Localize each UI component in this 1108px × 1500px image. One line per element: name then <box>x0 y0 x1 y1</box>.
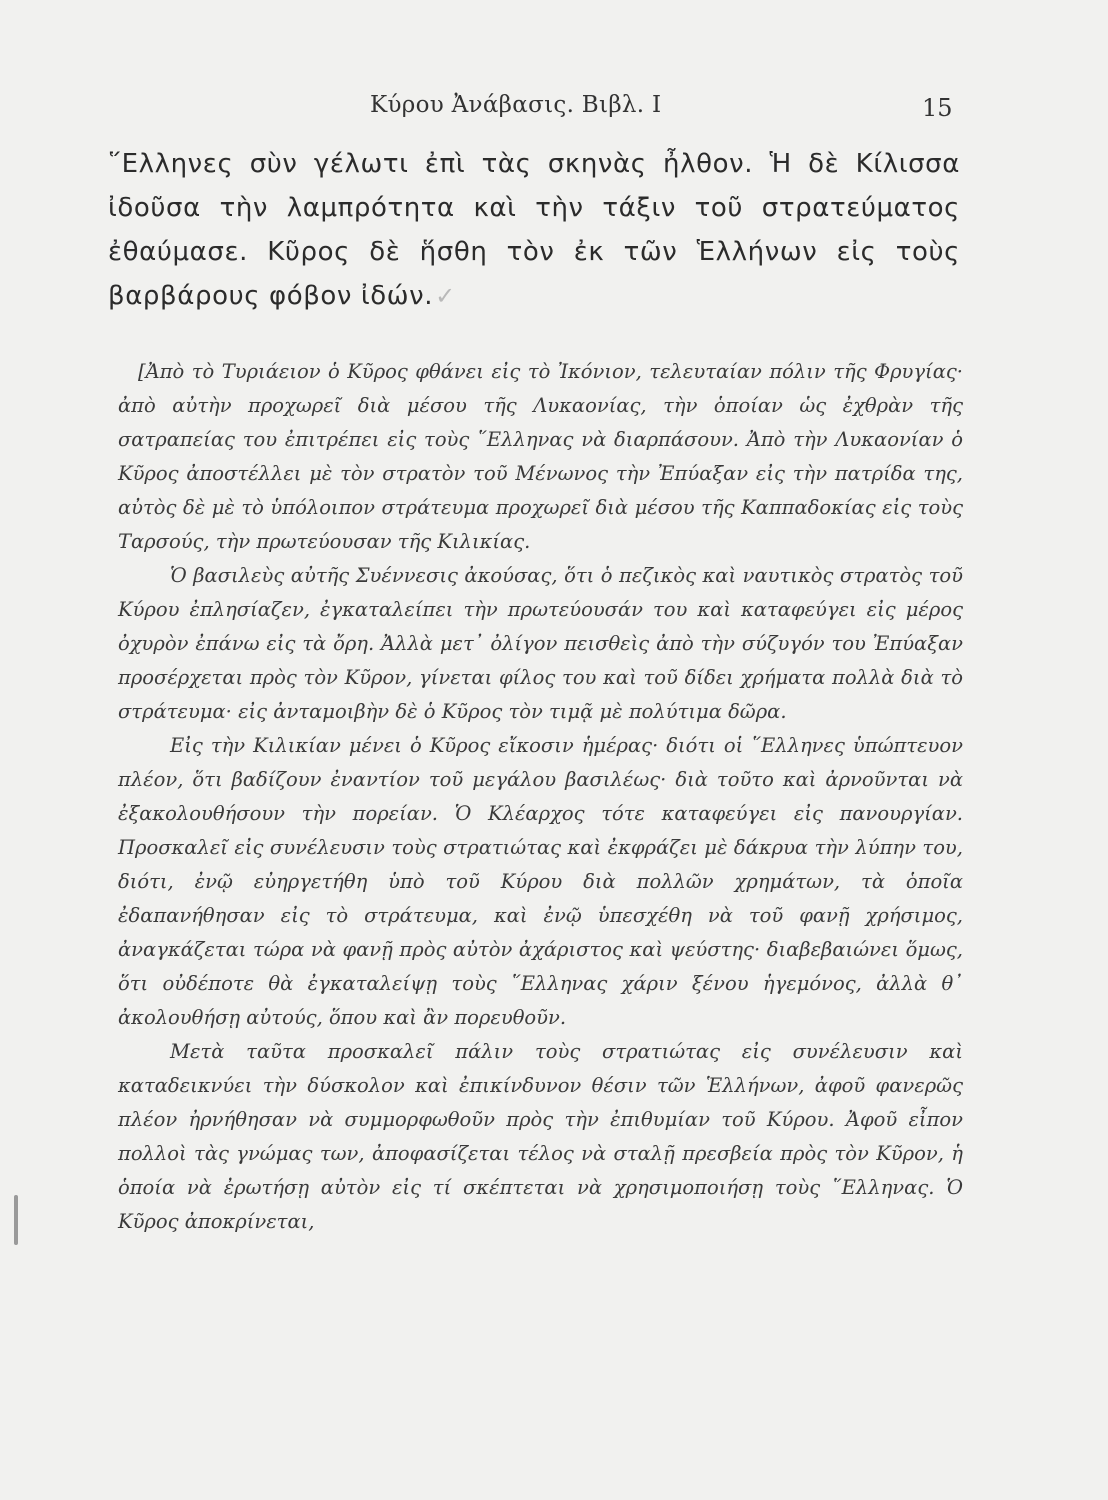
summary-section <box>118 355 963 1239</box>
check-mark-icon: ✓ <box>435 282 456 310</box>
running-title: Κύρου Ἀνάβασις. Βιβλ. Ι <box>370 92 662 118</box>
summary-paragraph-2: Ὁ βασιλεὺς αὐτῆς Συέννεσις ἀκούσας, ὅτι ὁ πεζικὸς καὶ ναυτικὸς στρατὸς τοῦ Κύρου ἐπλησίαζεν, ἐγκαταλείπει τὴν πρωτεύουσάν του καὶ καταφεύγει εἰς μέρος ὀχυρὸν ἐπάνω εἰς τὰ ὄρη. Ἀλλὰ μετ᾽ ὀλίγον πεισθεὶς ἀπὸ τὴν σύζυγόν του Ἐπύαξαν προσέρχεται πρὸς τὸν Κῦρον, γίνεται φίλος του καὶ τοῦ δίδει χρήματα πολλὰ διὰ τὸ στράτευμα· εἰς ἀνταμοιβὴν δὲ ὁ Κῦρος τὸν τιμᾷ μὲ πολύτιμα δῶρα. <box>118 564 963 723</box>
margin-mark <box>14 1195 18 1245</box>
main-paragraph-text: ῞Ελληνες σὺν γέλωτι ἐπὶ τὰς σκηνὰς ἦλθον. Ἡ δὲ Κίλισσα ἰδοῦσα τὴν λαμπρότητα καὶ τὴν τάξιν τοῦ στρατεύματος ἐθαύμασε. Κῦρος δὲ ἥσθη τὸν ἐκ τῶν Ἑλλήνων εἰς τοὺς βαρβάρους φόβον ἰδών. <box>108 149 960 311</box>
main-paragraph <box>108 142 960 318</box>
summary-paragraph-1: [Ἀπὸ τὸ Τυριάειον ὁ Κῦρος φθάνει εἰς τὸ Ἰκόνιον, τελευταίαν πόλιν τῆς Φρυγίας· ἀπὸ αὐτὴν προχωρεῖ διὰ μέσου τῆς Λυκαονίας, τὴν ὁποίαν ὡς ἐχθρὰν τῆς σατραπείας του ἐπιτρέπει εἰς τοὺς ῞Ελληνας νὰ διαρπάσουν. Ἀπὸ τὴν Λυκαονίαν ὁ Κῦρος ἀποστέλλει μὲ τὸν στρατὸν τοῦ Μένωνος τὴν Ἐπύαξαν εἰς τὴν πατρίδα της, αὐτὸς δὲ μὲ τὸ ὑπόλοιπον στράτευμα προχωρεῖ διὰ μέσου τῆς Καππαδοκίας εἰς τοὺς Ταρσούς, τὴν πρωτεύουσαν τῆς Κιλικίας. <box>118 360 963 553</box>
summary-paragraph-4: Μετὰ ταῦτα προσκαλεῖ πάλιν τοὺς στρατιώτας εἰς συνέλευσιν καὶ καταδεικνύει τὴν δύσκολον καὶ ἐπικίνδυνον θέσιν τῶν Ἑλλήνων, ἀφοῦ φανερῶς πλέον ἠρνήθησαν νὰ συμμορφωθοῦν πρὸς τὴν ἐπιθυμίαν τοῦ Κύρου. Ἀφοῦ εἶπον πολλοὶ τὰς γνώμας των, ἀποφασίζεται τέλος νὰ σταλῇ πρεσβεία πρὸς τὸν Κῦρον, ἡ ὁποία νὰ ἐρωτήσῃ αὐτὸν εἰς τί σκέπτεται νὰ χρησιμοποιήσῃ τοὺς ῞Ελληνας. Ὁ Κῦρος ἀποκρίνεται, <box>118 1040 963 1233</box>
summary-paragraph-3: Εἰς τὴν Κιλικίαν μένει ὁ Κῦρος εἴκοσιν ἡμέρας· διότι οἱ ῞Ελληνες ὑπώπτευον πλέον, ὅτι βαδίζουν ἐναντίον τοῦ μεγάλου βασιλέως· διὰ τοῦτο καὶ ἀρνοῦνται νὰ ἐξακολουθήσουν τὴν πορείαν. Ὁ Κλέαρχος τότε καταφεύγει εἰς πανουργίαν. Προσκαλεῖ εἰς συνέλευσιν τοὺς στρατιώτας καὶ ἐκφράζει μὲ δάκρυα τὴν λύπην του, διότι, ἐνῷ εὐηργετήθη ὑπὸ τοῦ Κύρου διὰ πολλῶν χρημάτων, τὰ ὁποῖα ἐδαπανήθησαν εἰς τὸ στράτευμα, καὶ ἐνῷ ὑπεσχέθη νὰ τοῦ φανῇ χρήσιμος, ἀναγκάζεται τώρα νὰ φανῇ πρὸς αὐτὸν ἀχάριστος καὶ ψεύστης· διαβεβαιώνει ὅμως, ὅτι οὐδέποτε θὰ ἐγκαταλείψῃ τοὺς ῞Ελληνας χάριν ξένου ἡγεμόνος, ἀλλὰ θ᾽ ἀκολουθήσῃ αὐτούς, ὅπου καὶ ἂν πορευθοῦν. <box>118 734 963 1029</box>
page-number: 15 <box>922 94 953 122</box>
